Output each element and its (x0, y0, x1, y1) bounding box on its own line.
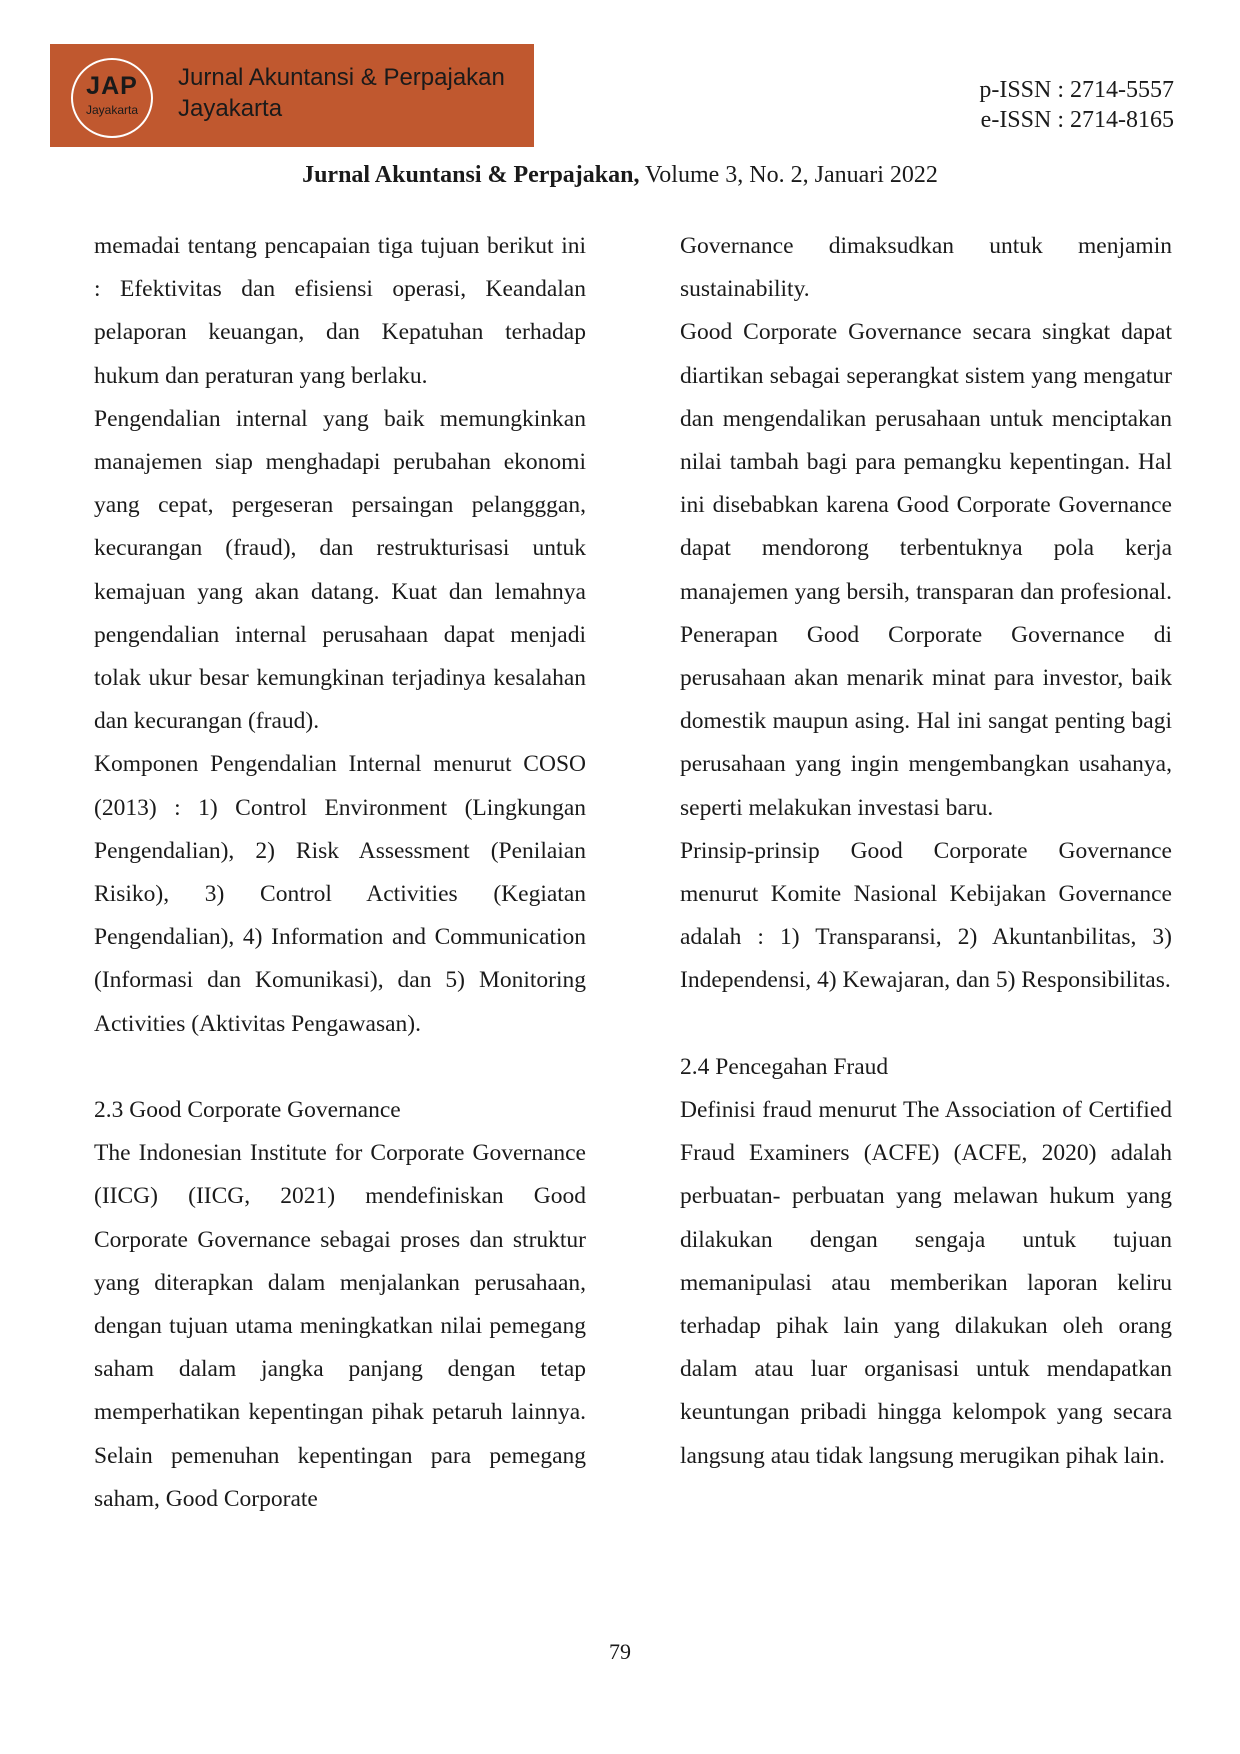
paragraph: Good Corporate Governance secara singkat dapat diartikan sebagai seperangkat sistem yang mengatur dan mengendalikan perusahaan untuk menciptakan nilai tambah bagi para pemangku kepentingan. Hal ini disebabkan karena Good Corporate Governance dapat mendorong terbentuknya pola kerja manajemen yang bersih, transparan dan profesional. Penerapan Good Corporate Governance di perusahaan akan menarik minat para investor, baik domestik maupun asing. Hal ini sangat penting bagi perusahaan yang ingin mengembangkan usahanya, seperti melakukan investasi baru. (680, 319, 1172, 821)
spacer (94, 1046, 586, 1089)
issn-block (979, 75, 1174, 135)
journal-issue: Volume 3, No. 2, Januari 2022 (639, 162, 938, 188)
left-column (94, 225, 586, 1521)
spacer (680, 1003, 1172, 1046)
logo-abbreviation: JAP (86, 72, 138, 100)
e-issn: e-ISSN : 2714-8165 (980, 107, 1174, 133)
paragraph: Prinsip-prinsip Good Corporate Governance menurut Komite Nasional Kebijakan Governance adalah : 1) Transparansi, 2) Akuntanbilitas, 3) Independensi, 4) Kewajaran, dan 5) Responsibilitas. (680, 837, 1172, 994)
right-column (680, 225, 1172, 1478)
paragraph: memadai tentang pencapaian tiga tujuan berikut ini : Efektivitas dan efisiensi operasi, Keandalan pelaporan keuangan, dan Kepatuhan terhadap hukum dan peraturan yang berlaku. (94, 233, 586, 389)
journal-logo (71, 58, 153, 138)
logo-subtitle: Jayakarta (85, 103, 139, 117)
journal-name: Jurnal Akuntansi & Perpajakan, (302, 162, 640, 188)
banner-title: Jurnal Akuntansi & Perpajakan Jayakarta (178, 64, 505, 122)
paragraph: The Indonesian Institute for Corporate Governance (IICG) (IICG, 2021) mendefiniskan Good Corporate Governance sebagai proses dan struktur yang diterapkan dalam menjalankan perusahaan, dengan tujuan utama meningkatkan nilai pemegang saham dalam jangka panjang dengan tetap memperhatikan kepentingan pihak petaruh lainnya. Selain pemenuhan kepentingan para pemegang saham, Good Corporate (94, 1140, 586, 1512)
section-heading: 2.3 Good Corporate Governance (94, 1097, 401, 1124)
paragraph: Komponen Pengendalian Internal menurut COSO (2013) : 1) Control Environment (Lingkungan Pengendalian), 2) Risk Assessment (Penilaian Risiko), 3) Control Activities (Kegiatan Pengendalian), 4) Information and Communication (Informasi dan Komunikasi), dan 5) Monitoring Activities (Aktivitas Pengawasan). (94, 751, 586, 1037)
journal-banner (50, 44, 534, 147)
p-issn: p-ISSN : 2714-5557 (979, 77, 1174, 103)
paragraph: Pengendalian internal yang baik memungkinkan manajemen siap menghadapi perubahan ekonomi yang cepat, pergeseran persaingan pelangggan, kecurangan (fraud), dan restrukturisasi untuk kemajuan yang akan datang. Kuat dan lemahnya pengendalian internal perusahaan dapat menjadi tolak ukur besar kemungkinan terjadinya kesalahan dan kecurangan (fraud). (94, 405, 586, 735)
journal-citation-line (0, 162, 1240, 189)
page-number: 79 (609, 1639, 631, 1664)
section-heading: 2.4 Pencegahan Fraud (680, 1053, 889, 1080)
paragraph: Governance dimaksudkan untuk menjamin sustainability. (680, 233, 1172, 303)
paragraph: Definisi fraud menurut The Association of Certified Fraud Examiners (ACFE) (ACFE, 2020) adalah perbuatan- perbuatan yang melawan hukum yang dilakukan dengan sengaja untuk tujuan memanipulasi atau memberikan laporan keliru terhadap pihak lain yang dilakukan oleh orang dalam atau luar organisasi untuk mendapatkan keuntungan pribadi hingga kelompok yang secara langsung atau tidak langsung merugikan pihak lain. (680, 1097, 1172, 1469)
